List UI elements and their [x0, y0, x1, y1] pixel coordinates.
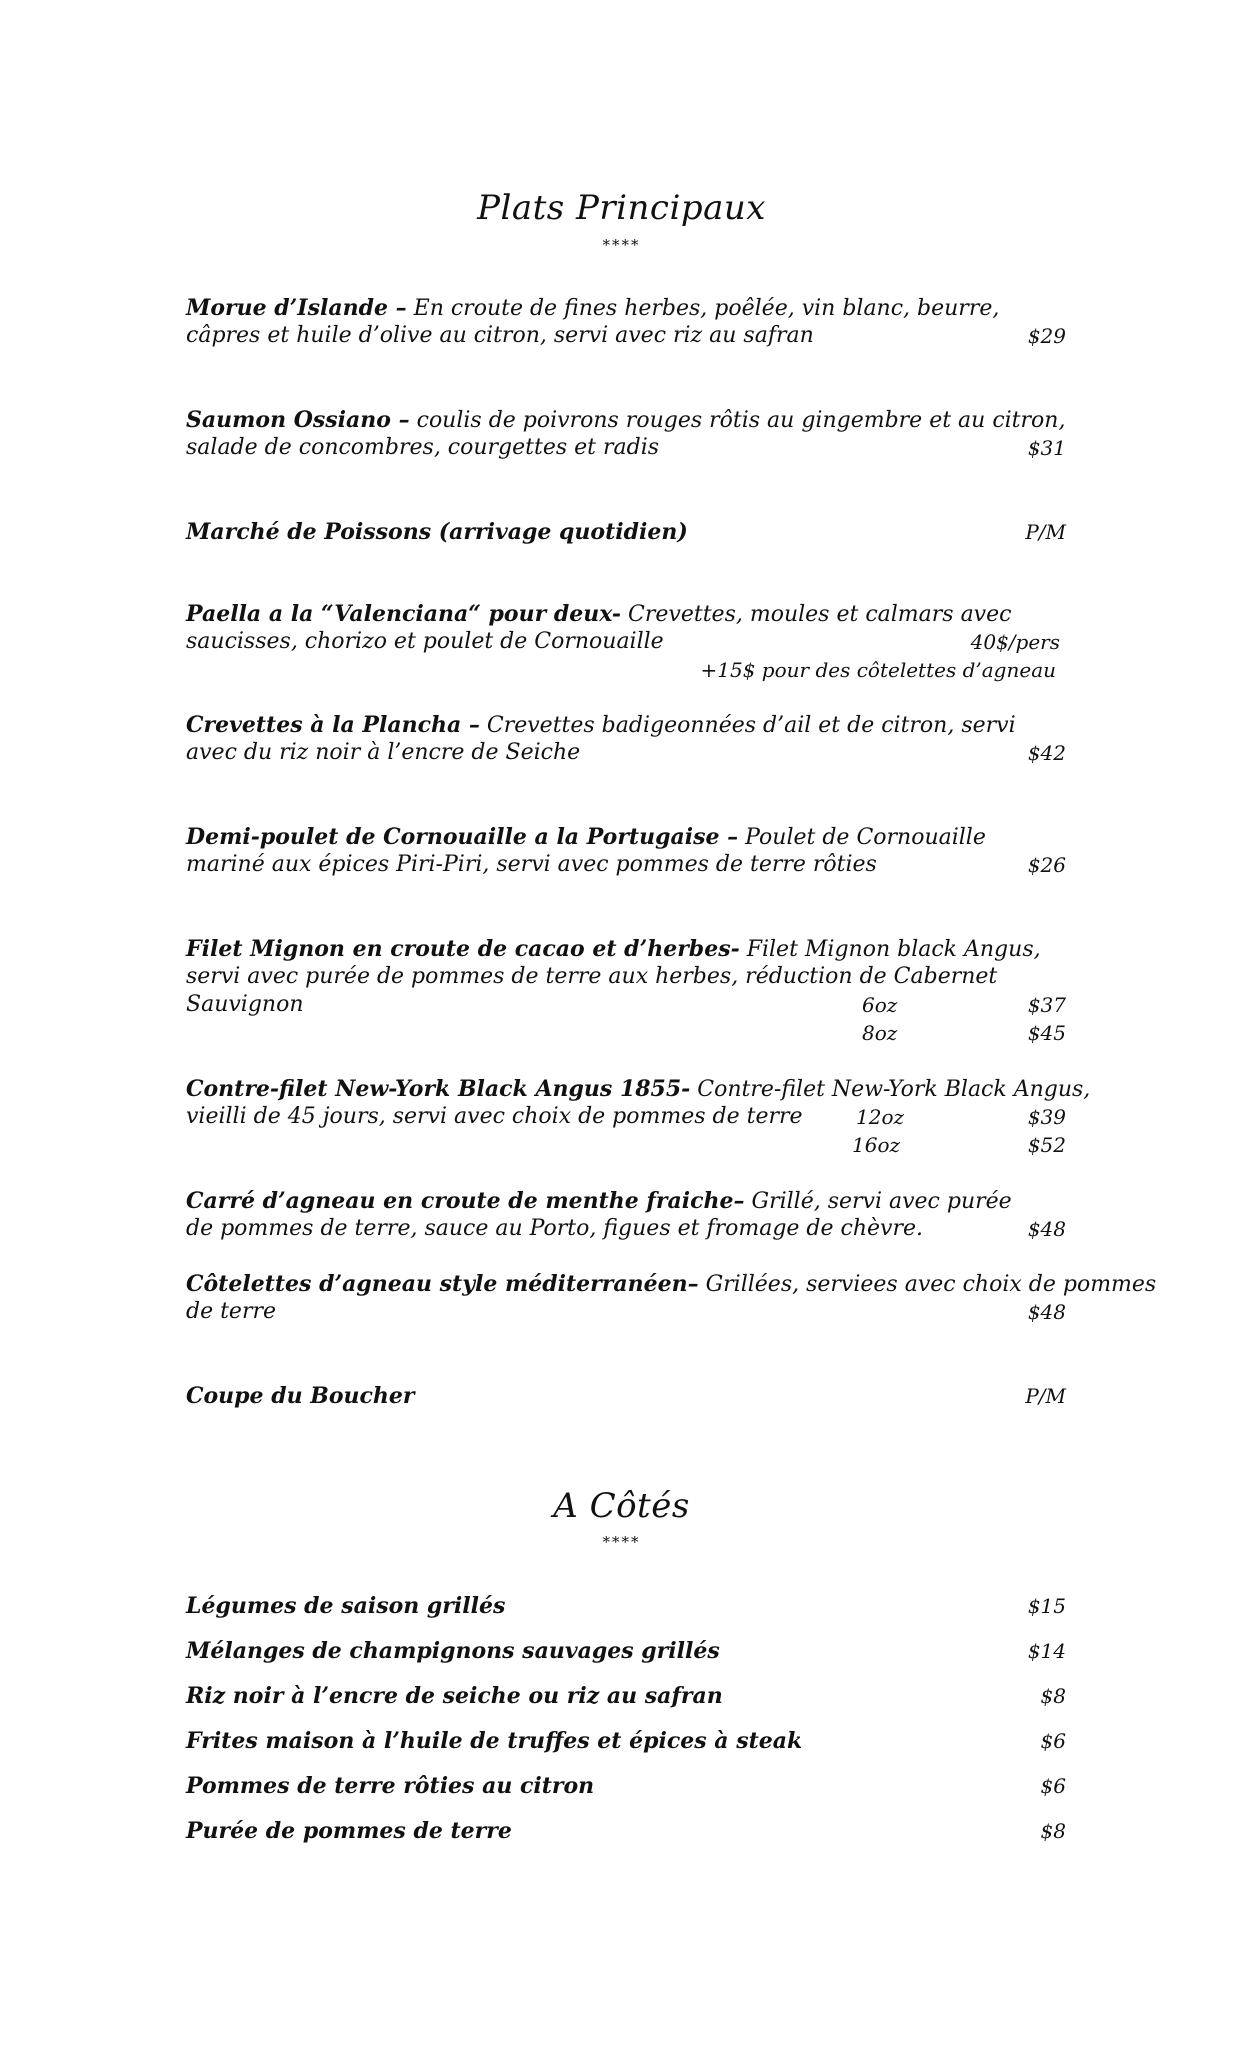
item-size: 6oz [862, 993, 898, 1017]
side-name: Frites maison à l’huile de truffes et épices à steak [186, 1728, 803, 1754]
side-item [186, 1726, 1066, 1756]
side-price: $15 [1027, 1594, 1066, 1618]
item-description: avec du riz noir à l’encre de Seiche [186, 740, 581, 765]
item-name: Morue d’Islande – [186, 295, 407, 321]
menu-item-marche-poissons [186, 518, 1066, 546]
menu-item-cotelettes-agneau [186, 1270, 1157, 1326]
item-description: coulis de poivrons rouges rôtis au gingembre et au citron, [409, 408, 1066, 433]
item-size: 12oz [856, 1105, 905, 1129]
item-price: P/M [1025, 520, 1066, 544]
mains-stars: **** [602, 236, 641, 254]
side-name: Purée de pommes de terre [186, 1818, 512, 1844]
item-description: de terre [186, 1299, 277, 1324]
side-item [186, 1636, 1066, 1666]
menu-item-filet-mignon [186, 935, 1066, 1047]
item-price: $45 [1027, 1021, 1066, 1045]
item-price: $39 [1027, 1105, 1066, 1129]
item-description: En croute de fines herbes, poêlée, vin blanc, beurre, [406, 296, 1000, 321]
sides-stars: **** [602, 1533, 641, 1551]
menu-item-coupe-boucher [186, 1382, 1066, 1410]
item-extra-option: +15$ pour des côtelettes d’agneau [700, 658, 1056, 682]
item-name: Contre-filet New-York Black Angus 1855- [186, 1076, 691, 1102]
item-price: $52 [1027, 1133, 1066, 1157]
side-price: $8 [1040, 1819, 1066, 1843]
item-name: Coupe du Boucher [186, 1383, 415, 1409]
item-name: Filet Mignon en croute de cacao et d’herbes- [186, 936, 740, 962]
item-size: 16oz [852, 1133, 901, 1157]
side-price: $6 [1040, 1729, 1066, 1753]
menu-item-crevettes [186, 711, 1066, 767]
item-price: $42 [1027, 741, 1066, 765]
item-name: Marché de Poissons (arrivage quotidien) [186, 519, 688, 545]
side-name: Légumes de saison grillés [186, 1593, 506, 1619]
item-price: $26 [1027, 853, 1066, 877]
item-description: Crevettes, moules et calmars avec [621, 602, 1012, 627]
menu-item-carre-agneau [186, 1187, 1066, 1243]
side-item [186, 1816, 1066, 1846]
item-description: Contre-filet New-York Black Angus, [690, 1077, 1091, 1102]
item-price: $48 [1027, 1217, 1066, 1241]
item-description: saucisses, chorizo et poulet de Cornouaille [186, 629, 664, 654]
side-name: Pommes de terre rôties au citron [186, 1773, 595, 1799]
side-price: $6 [1040, 1774, 1066, 1798]
side-price: $8 [1040, 1684, 1066, 1708]
side-name: Riz noir à l’encre de seiche ou riz au safran [186, 1683, 723, 1709]
item-description: Filet Mignon black Angus, [739, 937, 1041, 962]
item-description: Sauvignon [186, 992, 304, 1017]
item-price: $37 [1027, 993, 1066, 1017]
mains-title: Plats Principaux [477, 188, 766, 228]
item-size: 8oz [862, 1021, 898, 1045]
item-description: de pommes de terre, sauce au Porto, figues et fromage de chèvre. [186, 1216, 923, 1241]
menu-item-contre-filet [186, 1075, 1091, 1159]
item-price: $29 [1027, 324, 1066, 348]
item-name: Paella a la “Valenciana“ pour deux- [186, 601, 622, 627]
item-price: $31 [1027, 436, 1066, 460]
item-name: Crevettes à la Plancha – [186, 712, 480, 738]
item-description: servi avec purée de pommes de terre aux herbes, réduction de Cabernet [186, 964, 998, 989]
item-name: Saumon Ossiano – [186, 407, 410, 433]
menu-item-saumon [186, 406, 1066, 462]
item-description: Grillé, servi avec purée [744, 1189, 1012, 1214]
item-description: vieilli de 45 jours, servi avec choix de pommes de terre [186, 1104, 803, 1129]
item-description: câpres et huile d’olive au citron, servi avec riz au safran [186, 323, 814, 348]
item-price: P/M [1025, 1384, 1066, 1408]
sides-title: A Côtés [553, 1486, 690, 1526]
item-description: Poulet de Cornouaille [738, 825, 986, 850]
menu-item-demi-poulet [186, 823, 1066, 879]
side-name: Mélanges de champignons sauvages grillés [186, 1638, 720, 1664]
item-description: mariné aux épices Piri-Piri, servi avec pommes de terre rôties [186, 852, 877, 877]
item-price: 40$/pers [970, 630, 1060, 654]
side-item [186, 1591, 1066, 1621]
item-price: $48 [1027, 1300, 1066, 1324]
side-item [186, 1681, 1066, 1711]
item-name: Carré d’agneau en croute de menthe fraiche– [186, 1188, 745, 1214]
menu-item-morue [186, 294, 1066, 350]
item-description: salade de concombres, courgettes et radis [186, 435, 660, 460]
item-description: Crevettes badigeonnées d’ail et de citron, servi [479, 713, 1016, 738]
side-price: $14 [1027, 1639, 1066, 1663]
menu-item-paella [186, 600, 1066, 684]
item-name: Demi-poulet de Cornouaille a la Portugaise – [186, 824, 739, 850]
side-item [186, 1771, 1066, 1801]
item-name: Côtelettes d’agneau style méditerranéen– [186, 1271, 699, 1297]
item-description: Grillées, serviees avec choix de pommes [698, 1272, 1157, 1297]
